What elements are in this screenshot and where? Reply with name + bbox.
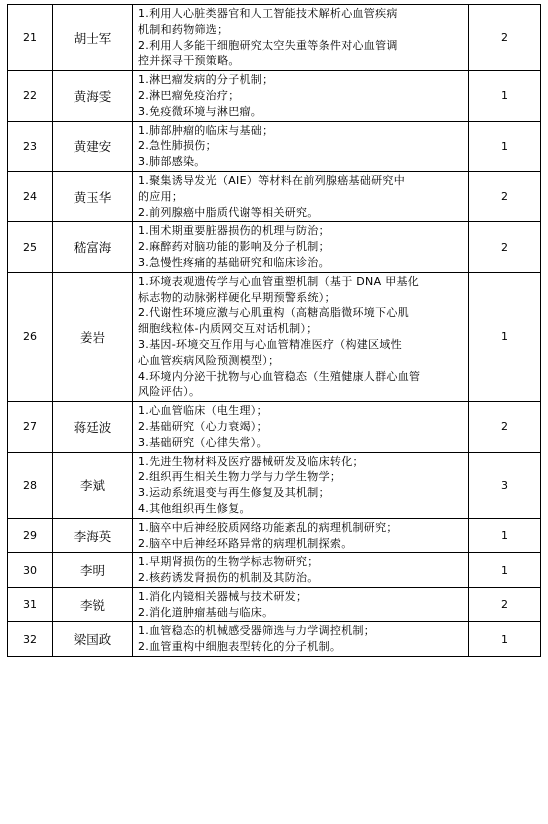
- direction-line: 3.基础研究（心律失常）。: [138, 435, 268, 449]
- direction-line: 的应用；: [138, 189, 184, 203]
- row-number: 25: [8, 222, 53, 272]
- direction-line: 细胞线粒体-内质网交互对话机制）；: [138, 322, 318, 336]
- supervisor-name: 蒋廷波: [53, 402, 133, 452]
- table-row: [8, 71, 541, 121]
- research-directions: [133, 272, 469, 401]
- direction-line: 2.消化道肿瘤基础与临床。: [138, 605, 274, 619]
- table-row: [8, 222, 541, 272]
- row-number: 26: [8, 272, 53, 401]
- direction-line: 1.血管稳态的机械感受器筛选与力学调控机制；: [138, 624, 376, 638]
- direction-line: 1.消化内镜相关器械与技术研发；: [138, 589, 308, 603]
- supervisor-name: 黄玉华: [53, 171, 133, 221]
- supervisor-name: 李明: [53, 553, 133, 588]
- table-row: [8, 5, 541, 71]
- table-row: [8, 622, 541, 657]
- row-number: 24: [8, 171, 53, 221]
- research-directions: [133, 5, 469, 71]
- supervisor-name: 嵇富海: [53, 222, 133, 272]
- table-row: [8, 272, 541, 401]
- supervisor-name: 黄海雯: [53, 71, 133, 121]
- research-directions: [133, 402, 469, 452]
- row-number: 31: [8, 587, 53, 622]
- table-row: [8, 452, 541, 518]
- direction-line: 1.早期肾损伤的生物学标志物研究；: [138, 555, 319, 569]
- research-directions: [133, 587, 469, 622]
- direction-line: 2.麻醉药对脑功能的影响及分子机制；: [138, 240, 330, 254]
- table-row: [8, 121, 541, 171]
- enrollment-count: 2: [469, 587, 541, 622]
- direction-line: 控并探寻干预策略。: [138, 54, 240, 68]
- enrollment-count: 1: [469, 553, 541, 588]
- research-directions: [133, 222, 469, 272]
- direction-line: 1.聚集诱导发光（AIE）等材料在前列腺癌基础研究中: [138, 173, 406, 187]
- research-directions: [133, 121, 469, 171]
- direction-line: 3.基因-环境交互作用与心血管精准医疗（构建区域性: [138, 337, 402, 351]
- supervisor-name: 李锐: [53, 587, 133, 622]
- supervisor-name: 李海英: [53, 518, 133, 553]
- enrollment-count: 1: [469, 71, 541, 121]
- direction-line: 4.环境内分泌干扰物与心血管稳态（生殖健康人群心血管: [138, 369, 421, 383]
- direction-line: 2.血管重构中细胞表型转化的分子机制。: [138, 640, 342, 654]
- direction-line: 1.心血管临床（电生理）；: [138, 404, 268, 418]
- enrollment-count: 2: [469, 402, 541, 452]
- direction-line: 3.急慢性疼痛的基础研究和临床诊治。: [138, 255, 330, 269]
- row-number: 28: [8, 452, 53, 518]
- direction-line: 1.先进生物材料及医疗器械研发及临床转化；: [138, 454, 364, 468]
- row-number: 21: [8, 5, 53, 71]
- direction-line: 1.淋巴瘤发病的分子机制；: [138, 73, 274, 87]
- row-number: 27: [8, 402, 53, 452]
- direction-line: 机制和药物筛选；: [138, 22, 229, 36]
- direction-line: 心血管疾病风险预测模型）；: [138, 353, 280, 367]
- direction-line: 1.环境表观遗传学与心血管重塑机制（基于 DNA 甲基化: [138, 274, 420, 288]
- enrollment-count: 1: [469, 272, 541, 401]
- enrollment-count: 1: [469, 518, 541, 553]
- direction-line: 2.核药诱发肾损伤的机制及其防治。: [138, 571, 319, 585]
- supervisor-table: [7, 4, 541, 657]
- direction-line: 1.利用人心脏类器官和人工智能技术解析心血管疾病: [138, 7, 398, 20]
- row-number: 22: [8, 71, 53, 121]
- row-number: 29: [8, 518, 53, 553]
- row-number: 30: [8, 553, 53, 588]
- direction-line: 2.脑卒中后神经环路异常的病理机制探索。: [138, 536, 353, 550]
- enrollment-count: 2: [469, 171, 541, 221]
- enrollment-count: 1: [469, 121, 541, 171]
- direction-line: 2.淋巴瘤免疫治疗；: [138, 88, 240, 102]
- direction-line: 3.肺部感染。: [138, 155, 206, 169]
- table-body: [8, 5, 541, 657]
- direction-line: 1.脑卒中后神经胶质网络功能紊乱的病理机制研究；: [138, 520, 398, 534]
- direction-line: 1.肺部肿瘤的临床与基础；: [138, 123, 274, 137]
- table-row: [8, 518, 541, 553]
- direction-line: 2.组织再生相关生物力学与力学生物学；: [138, 470, 342, 484]
- research-directions: [133, 553, 469, 588]
- research-directions: [133, 518, 469, 553]
- supervisor-name: 梁国政: [53, 622, 133, 657]
- supervisor-name: 李斌: [53, 452, 133, 518]
- direction-line: 2.代谢性环境应激与心肌重构（高糖高脂微环境下心肌: [138, 306, 409, 320]
- direction-line: 2.基础研究（心力衰竭）；: [138, 419, 268, 433]
- direction-line: 1.围术期重要脏器损伤的机理与防治；: [138, 224, 330, 238]
- table-row: [8, 587, 541, 622]
- research-directions: [133, 452, 469, 518]
- table-row: [8, 171, 541, 221]
- enrollment-count: 2: [469, 222, 541, 272]
- direction-line: 标志物的动脉粥样硬化早期预警系统）；: [138, 290, 336, 304]
- supervisor-name: 姜岩: [53, 272, 133, 401]
- table-row: [8, 553, 541, 588]
- row-number: 32: [8, 622, 53, 657]
- direction-line: 2.利用人多能干细胞研究太空失重等条件对心血管调: [138, 38, 398, 52]
- enrollment-count: 2: [469, 5, 541, 71]
- direction-line: 风险评估）。: [138, 385, 201, 399]
- enrollment-count: 1: [469, 622, 541, 657]
- direction-line: 4.其他组织再生修复。: [138, 501, 251, 515]
- research-directions: [133, 71, 469, 121]
- direction-line: 3.运动系统退变与再生修复及其机制；: [138, 486, 330, 500]
- research-directions: [133, 622, 469, 657]
- enrollment-count: 3: [469, 452, 541, 518]
- supervisor-name: 黄建安: [53, 121, 133, 171]
- research-directions: [133, 171, 469, 221]
- table-row: [8, 402, 541, 452]
- row-number: 23: [8, 121, 53, 171]
- direction-line: 2.前列腺癌中脂质代谢等相关研究。: [138, 205, 319, 219]
- direction-line: 3.免疫微环境与淋巴瘤。: [138, 104, 263, 118]
- supervisor-name: 胡士军: [53, 5, 133, 71]
- direction-line: 2.急性肺损伤；: [138, 139, 217, 153]
